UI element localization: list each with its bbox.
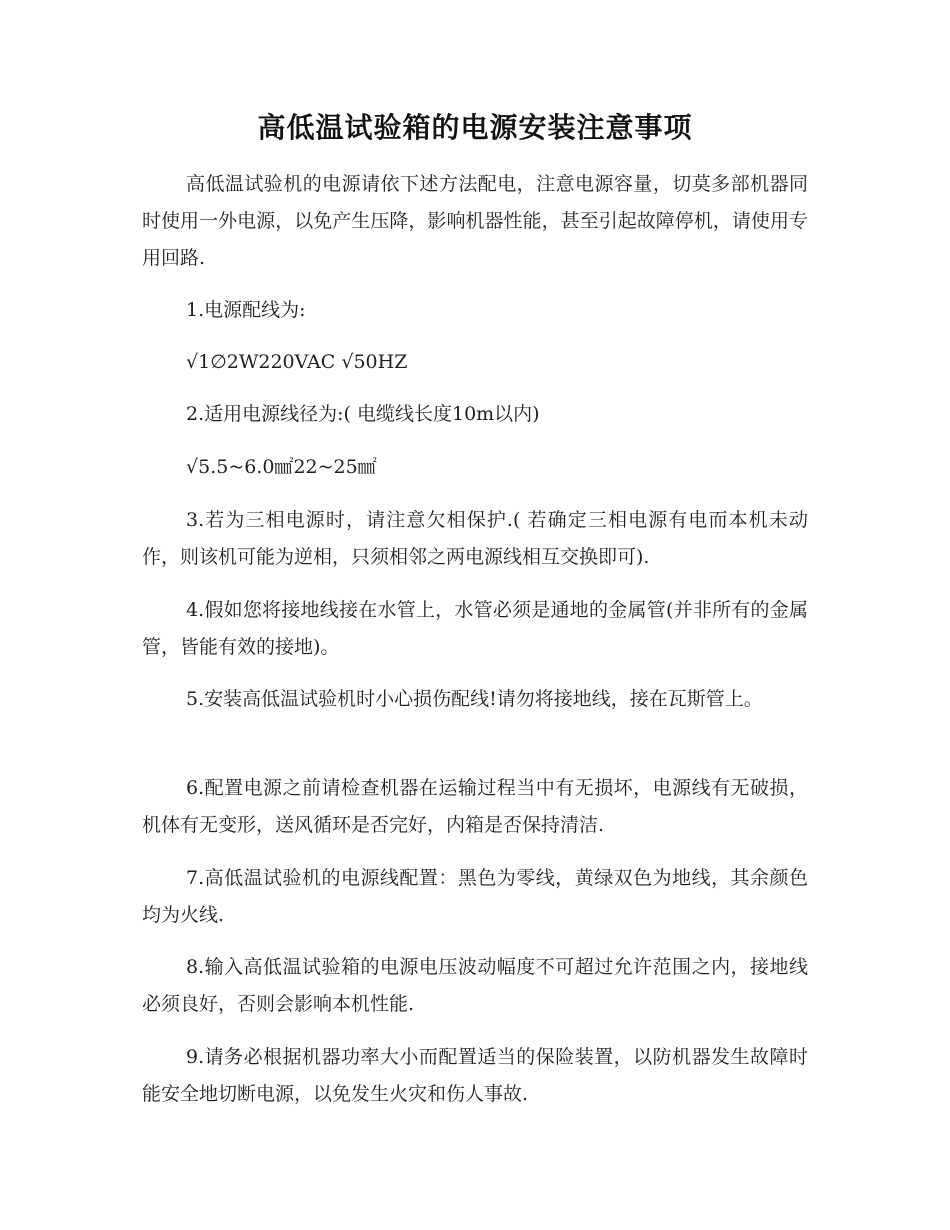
item-2-value: √5.5~6.0㎟22~25㎟ [186,456,377,478]
item-4-paragraph: 4.假如您将接地线接在水管上，水管必须是通地的金属管(并非所有的金属管，皆能有效的接地)。 [142,599,808,658]
item-1-heading: 1.电源配线为: [186,299,306,321]
item-1-value: √1∅2W220VAC √50HZ [186,351,408,373]
page-title: 高低温试验箱的电源安装注意事项 [257,111,693,144]
intro-paragraph: 高低温试验机的电源请依下述方法配电，注意电源容量，切莫多部机器同时使用一外电源，以免产生压降，影响机器性能，甚至引起故障停机，请使用专用回路. [142,173,808,269]
item-5-paragraph: 5.安装高低温试验机时小心损伤配线!请勿将接地线，接在瓦斯管上。 [186,688,763,710]
item-9-paragraph: 9.请务必根据机器功率大小而配置适当的保险装置，以防机器发生故障时能安全地切断电源，以免发生火灾和伤人事故. [142,1046,808,1105]
item-2-heading: 2.适用电源线径为:( 电缆线长度10m以内) [186,403,540,425]
item-7-paragraph: 7.高低温试验机的电源线配置：黑色为零线，黄绿双色为地线，其余颜色均为火线. [142,867,808,926]
item-8-paragraph: 8.输入高低温试验箱的电源电压波动幅度不可超过允许范围之内，接地线必须良好，否则会影响本机性能. [142,956,808,1015]
item-3-paragraph: 3.若为三相电源时，请注意欠相保护.( 若确定三相电源有电而本机未动作，则该机可能为逆相，只须相邻之两电源线相互交换即可). [142,509,808,568]
item-6-paragraph: 6.配置电源之前请检查机器在运输过程当中有无损坏，电源线有无破损，机体有无变形，送风循环是否完好，内箱是否保持清洁. [142,777,808,836]
